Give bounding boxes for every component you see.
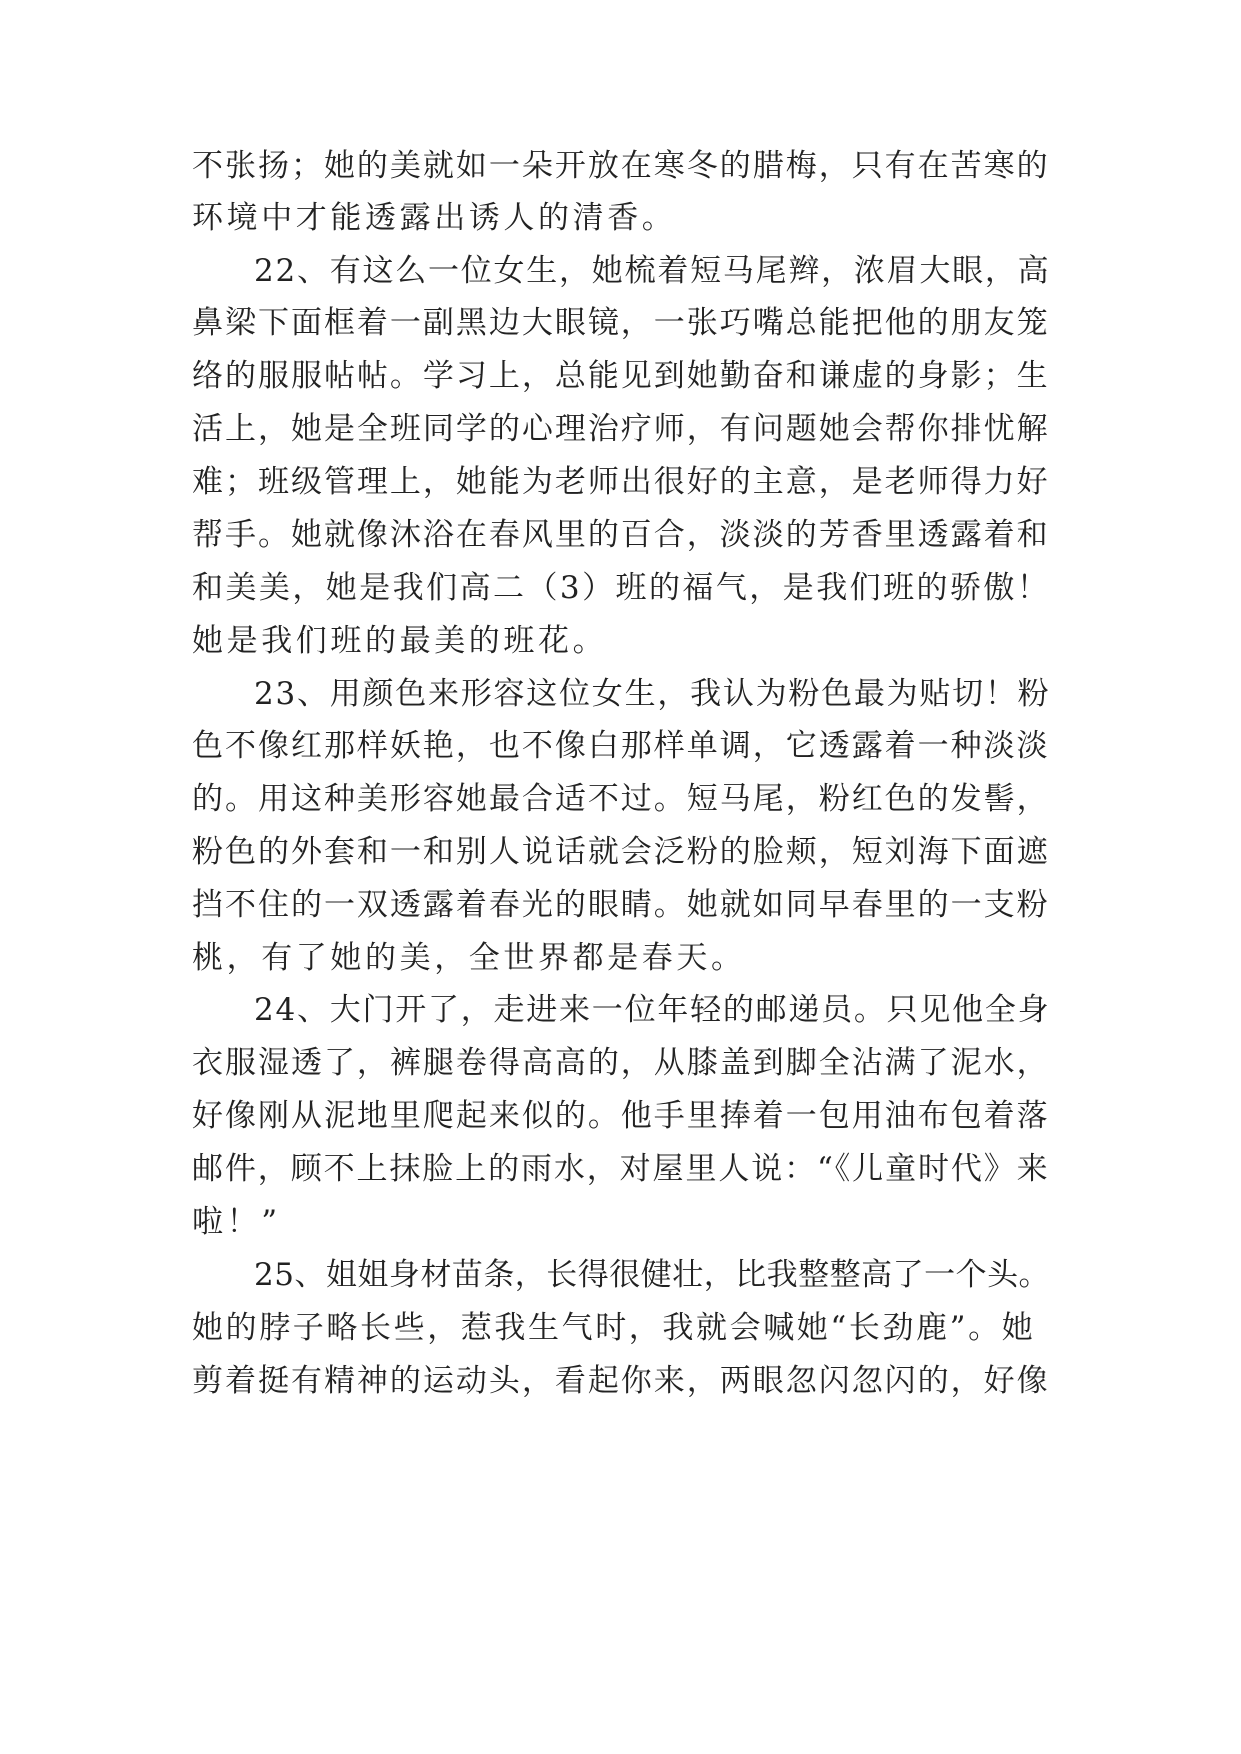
- text-line: 活上，她是全班同学的心理治疗师，有问题她会帮你排忧解: [192, 411, 1050, 447]
- text-line: 难；班级管理上，她能为老师出很好的主意，是老师得力好: [192, 464, 1050, 500]
- text-line: 络的服服帖帖。学习上，总能见到她勤奋和谦虚的身影；生: [192, 358, 1050, 394]
- text-line: 粉色的外套和一和别人说话就会泛粉的脸颊，短刘海下面遮: [192, 834, 1050, 870]
- paragraph-22-start: 22、有这么一位女生，她梳着短马尾辫，浓眉大眼，高: [254, 253, 1051, 289]
- text-line: 色不像红那样妖艳，也不像白那样单调，它透露着一种淡淡: [192, 728, 1050, 764]
- paragraph-23-start: 23、用颜色来形容这位女生，我认为粉色最为贴切！粉: [254, 676, 1051, 712]
- text-line: 鼻梁下面框着一副黑边大眼镜，一张巧嘴总能把他的朋友笼: [192, 305, 1050, 341]
- text-line: 邮件，顾不上抹脸上的雨水，对屋里人说：“《儿童时代》来: [192, 1151, 1050, 1187]
- text-line: 不张扬；她的美就如一朵开放在寒冬的腊梅，只有在苦寒的: [192, 148, 1050, 184]
- text-line: 和美美，她是我们高二（3）班的福气，是我们班的骄傲！: [192, 570, 1051, 606]
- text-line: 啦！”: [192, 1204, 281, 1240]
- text-line: 挡不住的一双透露着春光的眼睛。她就如同早春里的一支粉: [192, 887, 1050, 923]
- text-line: 衣服湿透了，裤腿卷得高高的，从膝盖到脚全沾满了泥水，: [192, 1045, 1050, 1081]
- text-line: 好像刚从泥地里爬起来似的。他手里捧着一包用油布包着落: [192, 1098, 1050, 1134]
- paragraph-24-start: 24、大门开了，走进来一位年轻的邮递员。只见他全身: [254, 992, 1051, 1028]
- text-line: 桃，有了她的美，全世界都是春天。: [192, 940, 746, 976]
- text-line: 她是我们班的最美的班花。: [192, 623, 608, 659]
- text-line: 剪着挺有精神的运动头，看起你来，两眼忽闪忽闪的，好像: [192, 1363, 1050, 1399]
- text-line: 环境中才能透露出诱人的清香。: [192, 200, 677, 236]
- text-line: 帮手。她就像沐浴在春风里的百合，淡淡的芳香里透露着和: [192, 517, 1050, 553]
- text-line: 她的脖子略长些，惹我生气时，我就会喊她“长劲鹿”。她: [192, 1310, 1036, 1346]
- text-line: 的。用这种美形容她最合适不过。短马尾，粉红色的发髻，: [192, 781, 1050, 817]
- paragraph-25-start: 25、姐姐身材苗条，长得很健壮，比我整整高了一个头。: [254, 1257, 1051, 1293]
